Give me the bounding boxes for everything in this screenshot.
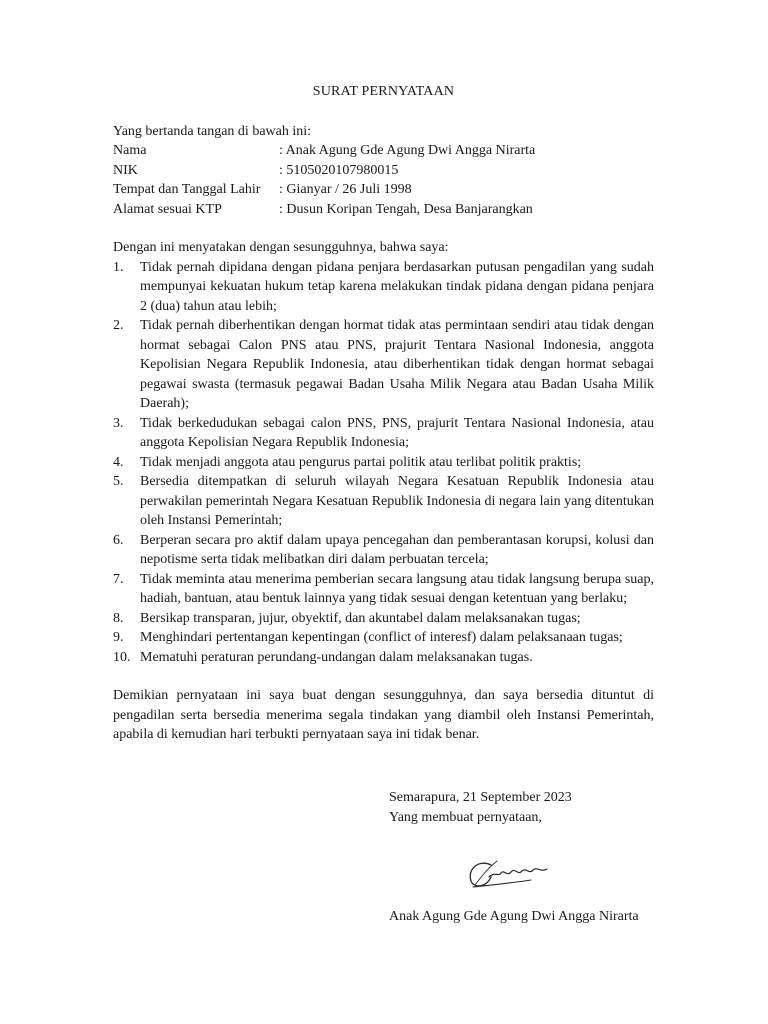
item-text: Tidak meminta atau menerima pemberian secara langsung atau tidak langsung berupa suap, hadiah, bantuan, atau bentuk lainnya yang tidak sesuai dengan ketentuan yang berlaku; [140, 571, 654, 606]
signer-role: Yang membuat pernyataan, [389, 809, 542, 825]
identity-value: : 5105020107980015 [279, 162, 399, 178]
item-text: Tidak menjadi anggota atau pengurus partai politik atau terlibat politik praktis; [140, 454, 582, 470]
declaration-item [113, 628, 654, 648]
declaration-item [113, 414, 654, 453]
identity-table [113, 141, 654, 219]
item-text: Menghindari pertentangan kepentingan (conflict of interesf) dalam pelaksanaan tugas; [140, 630, 623, 645]
item-text: Tidak pernah diberhentikan dengan hormat tidak atas permintaan sendiri atau tidak dengan hormat sebagai Calon PNS atau PNS, prajurit Tentara Nasional Indonesia, anggota Kepolisian Negara Republik Indonesia, atau diberhentikan tidak dengan hormat sebagai pegawai swasta (termasuk pegawai Badan Usaha Milik Negara atau Badan Usaha Milik Daerah); [140, 318, 654, 411]
identity-row [113, 141, 654, 161]
intro-text: Yang bertanda tangan di bawah ini: [113, 123, 312, 139]
identity-label: Nama [113, 143, 147, 158]
place-date: Semarapura, 21 September 2023 [389, 790, 572, 805]
item-text: Berperan secara pro aktif dalam upaya pencegahan dan pemberantasan korupsi, kolusi dan nepotisme serta tidak melibatkan diri dalam perbuatan tercela; [140, 532, 654, 567]
identity-value: : Anak Agung Gde Agung Dwi Angga Nirarta [279, 143, 536, 158]
item-text: Bersikap transparan, jujur, obyektif, dan akuntabel dalam melaksanakan tugas; [140, 610, 581, 626]
identity-row [113, 161, 654, 181]
item-number: 7. [113, 571, 124, 587]
item-number: 6. [113, 532, 124, 548]
identity-row [113, 200, 654, 220]
declaration-item [113, 453, 654, 473]
item-text: Tidak berkedudukan sebagai calon PNS, PNS, prajurit Tentara Nasional Indonesia, atau anggota Kepolisian Negara Republik Indonesia; [140, 415, 654, 450]
declaration-item [113, 531, 654, 570]
statement-document [113, 82, 654, 745]
item-text: Tidak pernah dipidana dengan pidana penjara berdasarkan putusan pengadilan yang sudah mempunyai kekuatan hukum tetap karena melakukan tindak pidana dengan pidana penjara 2 (dua) tahun atau lebih; [140, 259, 654, 314]
item-number: 9. [113, 630, 124, 645]
identity-value: : Dusun Koripan Tengah, Desa Banjarangkan [279, 201, 533, 217]
declaration-item [113, 648, 654, 668]
item-number: 2. [113, 318, 124, 333]
identity-value: : Gianyar / 26 Juli 1998 [279, 182, 412, 197]
signer-name: Anak Agung Gde Agung Dwi Angga Nirarta [389, 909, 639, 924]
identity-label: NIK [113, 162, 138, 178]
declaration-item [113, 472, 654, 531]
declaration-item [113, 258, 654, 317]
item-text: Bersedia ditempatkan di seluruh wilayah Negara Kesatuan Republik Indonesia atau perwakilan pemerintah Negara Kesatuan Republik Indonesia di negara lain yang ditentukan oleh Instansi Pemerintah; [140, 474, 654, 528]
declaration-item [113, 609, 654, 629]
item-number: 5. [113, 474, 124, 489]
identity-label: Alamat sesuai KTP [113, 201, 222, 217]
document-title: SURAT PERNYATAAN [312, 84, 455, 99]
declaration-list [113, 258, 654, 668]
item-number: 3. [113, 415, 124, 431]
item-number: 4. [113, 454, 124, 470]
identity-label: Tempat dan Tanggal Lahir [113, 182, 261, 197]
declaration-lead: Dengan ini menyatakan dengan sesungguhnya, bahwa saya: [113, 240, 449, 255]
closing-paragraph: Demikian pernyataan ini saya buat dengan sesungguhnya, dan saya bersedia dituntut di pengadilan serta bersedia menerima segala tindakan yang diambil oleh Instansi Pemerintah, apabila di kemudian hari terbukti pernyataan saya ini tidak benar. [113, 688, 654, 742]
item-number: 8. [113, 610, 124, 626]
signature-block [389, 788, 649, 827]
declaration-item [113, 316, 654, 414]
identity-row [113, 180, 654, 200]
declaration-item [113, 570, 654, 609]
item-text: Mematuhi peraturan perundang-undangan dalam melaksanakan tugas. [140, 649, 533, 665]
item-number: 10. [113, 649, 131, 665]
item-number: 1. [113, 259, 124, 275]
signature-icon [461, 847, 561, 895]
